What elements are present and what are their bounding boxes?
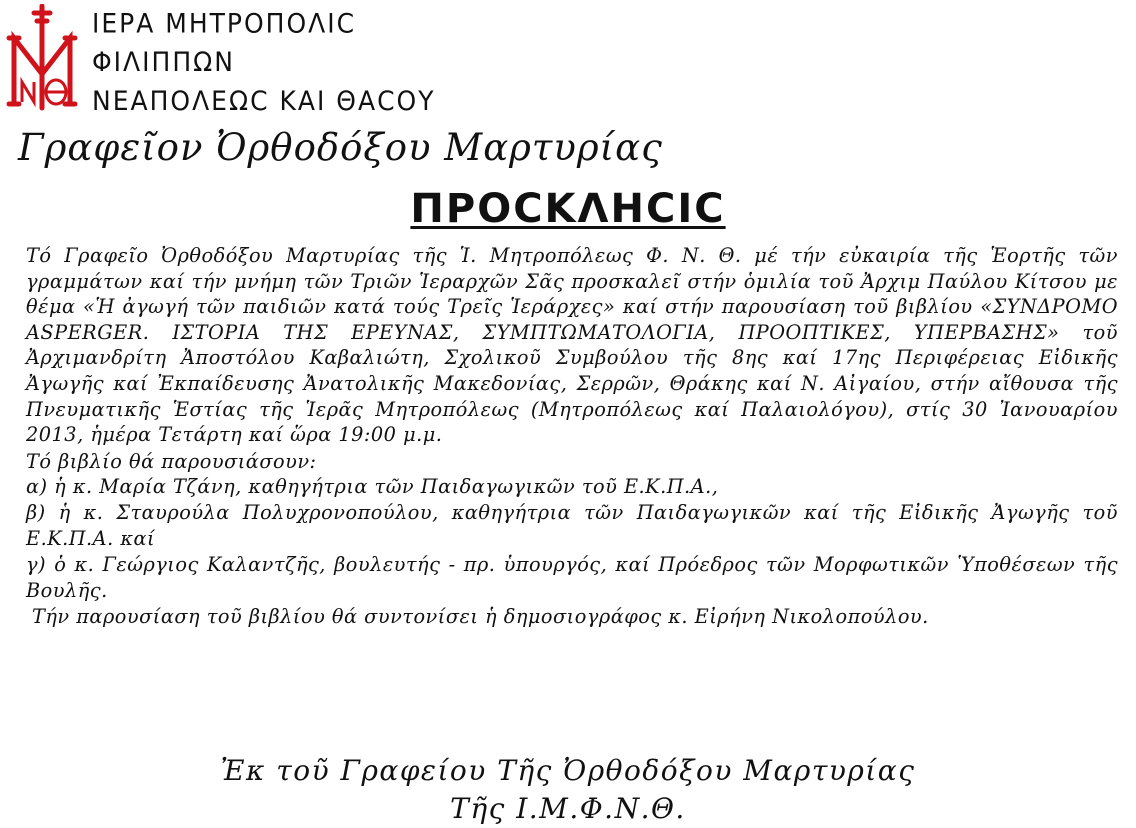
metropolis-seal-icon bbox=[6, 4, 78, 114]
document-body bbox=[26, 243, 1118, 630]
metropolis-line-2: ΦΙΛΙΠΠΩΝ bbox=[92, 47, 235, 78]
footer-signature-line-2: Τῆς Ι.Μ.Φ.Ν.Θ. bbox=[450, 792, 686, 825]
presenter-item: γ) ὁ κ. Γεώργιος Καλαντζῆς, βουλευτής - πρ. ὑπουργός, καί Πρόεδρος τῶν Μορφωτικῶν Ὑποθέσεων τῆς Βουλῆς. bbox=[26, 553, 1118, 602]
presenter-item: β) ἡ κ. Σταυρούλα Πολυχρονοπούλου, καθηγήτρια τῶν Παιδαγωγικῶν καί τῆς Εἰδικῆς Ἀγωγῆς τοῦ Ε.Κ.Π.Α. καί bbox=[26, 500, 1118, 550]
presenters-intro: Τό βιβλίο θά παρουσιάσουν: bbox=[26, 449, 317, 473]
office-name: Γραφεῖον Ὀρθοδόξου Μαρτυρίας bbox=[18, 126, 663, 169]
metropolis-line-1: ΙΕΡΑ ΜΗΤΡΟΠΟΛΙϹ bbox=[92, 8, 357, 39]
presenter-item: α) ἡ κ. Μαρία Τζάνη, καθηγήτρια τῶν Παιδαγωγικῶν τοῦ Ε.Κ.Π.Α., bbox=[26, 475, 719, 499]
document-title bbox=[0, 186, 1136, 232]
coordinator-line: Τήν παρουσίαση τοῦ βιβλίου θά συντονίσει ἡ δημοσιογράφος κ. Εἰρήνη Νικολοπούλου. bbox=[32, 605, 929, 629]
document-title-text: ΠΡΟϹΚΛΗϹΙϹ bbox=[410, 186, 726, 232]
footer-signature-line-1: Ἐκ τοῦ Γραφείου Τῆς Ὀρθοδόξου Μαρτυρίας bbox=[220, 754, 916, 787]
metropolis-line-3: ΝΕΑΠΟΛΕΩϹ ΚΑΙ ΘΑϹΟΥ bbox=[92, 85, 436, 117]
invitation-paragraph: Τό Γραφεῖο Ὀρθοδόξου Μαρτυρίας τῆς Ἱ. Μητροπόλεως Φ. Ν. Θ. μέ τήν εὐκαιρία τῆς Ἑορτῆς τῶν γραμμάτων καί τήν μνήμη τῶν Τριῶν Ἱεραρχῶν Σᾶς προσκαλεῖ στήν ὁμιλία τοῦ Ἀρχιμ Παύλου Κίτσου με θέμα «Ἡ ἀγωγή τῶν παιδιῶν κατά τούς Τρεῖς Ἱεράρχες» καί στήν παρουσίαση τοῦ βιβλίου «ΣΥΝΔΡΟΜΟ ASPERGER. ΙΣΤΟΡΙΑ ΤΗΣ ΕΡΕΥΝΑΣ, ΣΥΜΠΤΩΜΑΤΟΛΟΓΙΑ, ΠΡΟΟΠΤΙΚΕΣ, ΥΠΕΡΒΑΣΗΣ» τοῦ Ἀρχιμανδρίτη Ἀποστόλου Καβαλιώτη, Σχολικοῦ Συμβούλου τῆς 8ης καί 17ης Περιφέρειας Εἰδικῆς Ἀγωγῆς καί Ἐκπαίδευσης Ἀνατολικῆς Μακεδονίας, Σερρῶν, Θράκης καί Ν. Αἰγαίου, στήν αἴθουσα τῆς Πνευματικῆς Ἑστίας τῆς Ἱερᾶς Μητροπόλεως (Μητροπόλεως καί Παλαιολόγου), στίς 30 Ἰανουαρίου 2013, ἡμέρα Τετάρτη καί ὥρα 19:00 μ.μ. bbox=[26, 244, 1118, 447]
metropolis-name bbox=[92, 4, 435, 121]
